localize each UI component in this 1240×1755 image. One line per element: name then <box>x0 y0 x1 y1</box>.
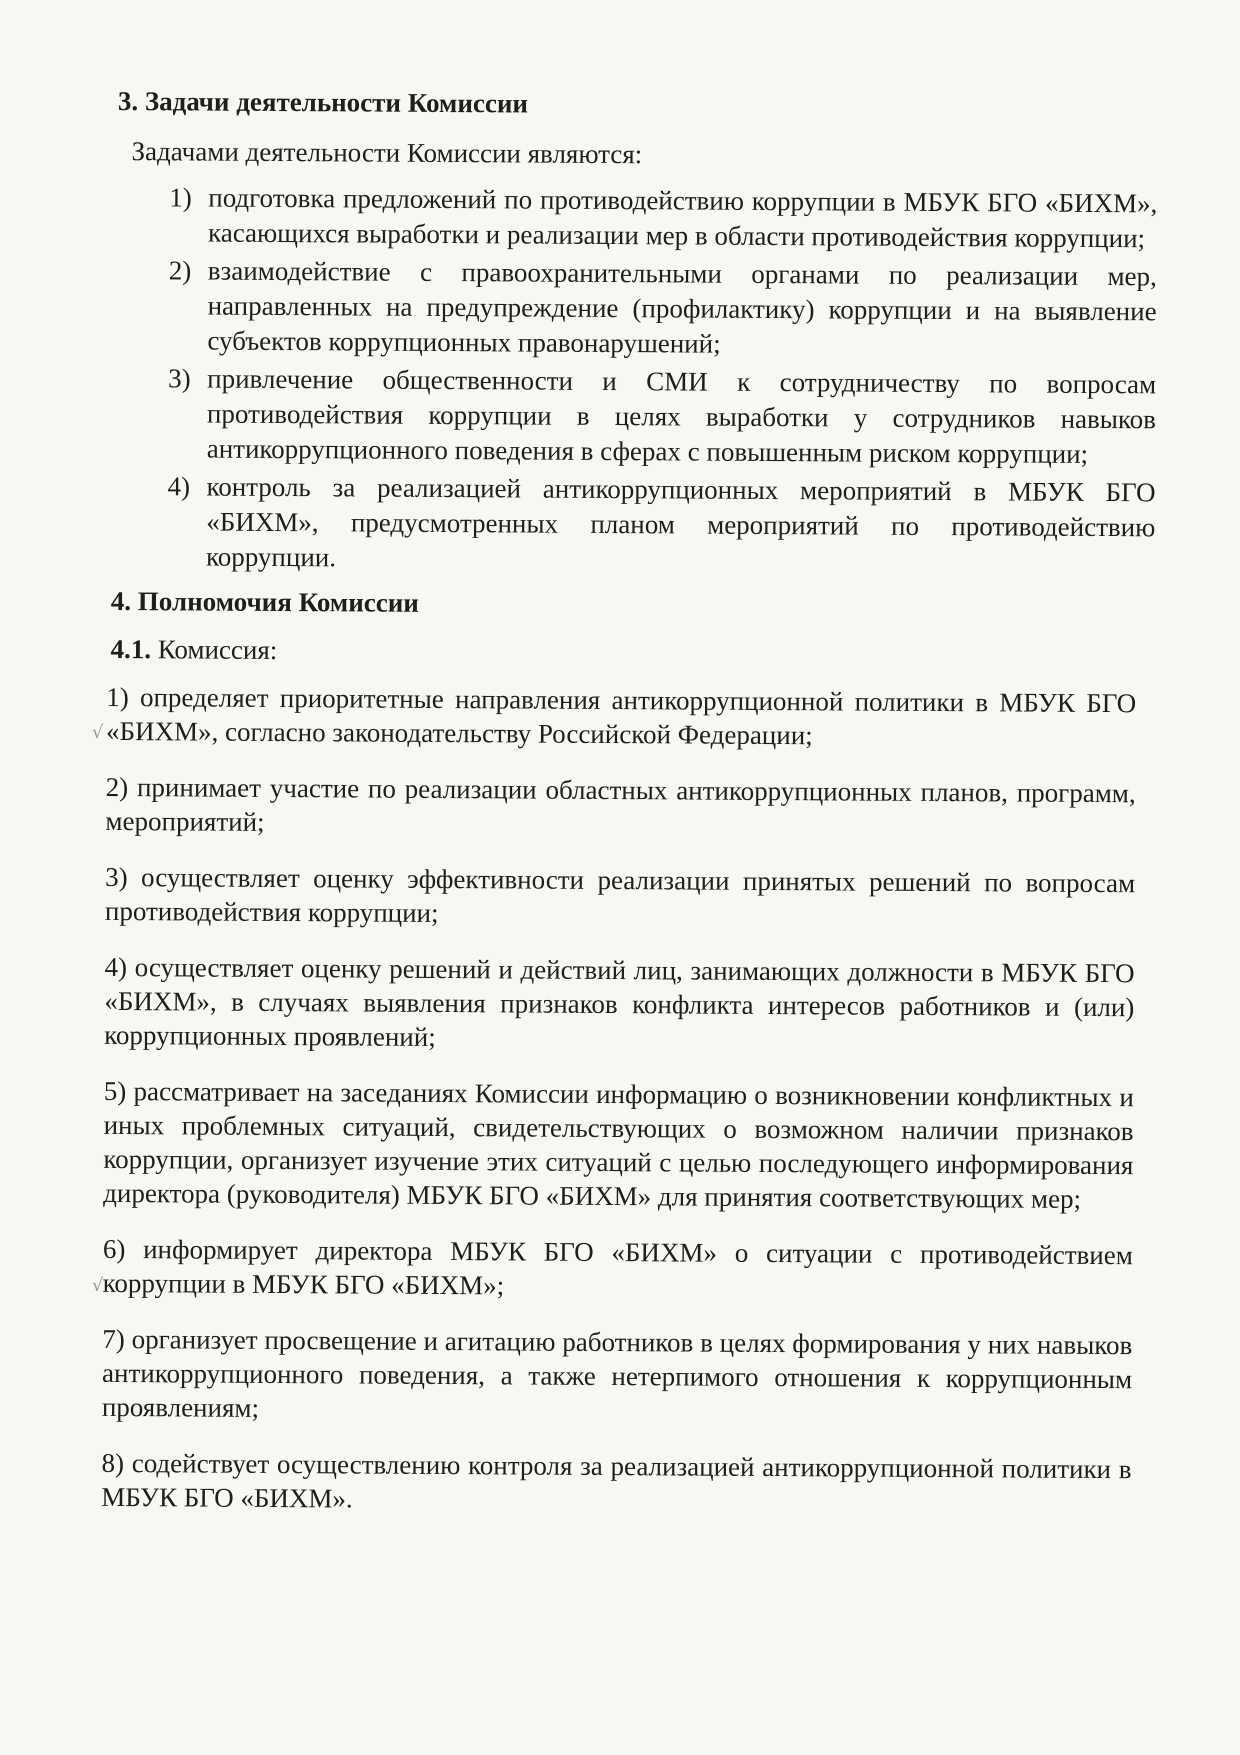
section-4-title: 4. Полномочия Комиссии <box>110 585 419 618</box>
section-3-title: 3. Задачи деятельности Комиссии <box>117 85 529 119</box>
power-item: 7) организует просвещение и агитацию работников в целях формирования у них навыков антикоррупционного поведения, а также нетерпимого отношения к коррупционным проявлениям; <box>101 1323 1133 1423</box>
subsection-label: Комиссия: <box>150 634 278 665</box>
list-item-number: 2) <box>168 255 192 286</box>
list-item <box>115 469 1156 580</box>
power-item: 4) осуществляет оценку решений и действий лиц, занимающих должности в МБУК БГО «БИХМ», в случаях выявления признаков конфликта интересов работников и (или) коррупционных проявлений; <box>104 951 1135 1052</box>
list-item <box>116 361 1157 472</box>
list-item <box>117 180 1157 256</box>
tasks-list <box>115 180 1157 580</box>
power-item: 3) осуществляет оценку эффективности реализации принятых решений по вопросам противодействия коррупции; <box>104 861 1136 928</box>
list-item-text: взаимодействие с правоохранительными органами по реализации мер, направленных на предупреждение (профилактику) коррупции и на выявление субъектов коррупционных правонарушений; <box>207 255 1157 359</box>
list-item-text: подготовка предложений по противодействию коррупции в МБУК БГО «БИХМ», касающихся выработки и реализации мер в области противодействия коррупции; <box>207 182 1158 254</box>
list-item-number: 4) <box>167 471 191 502</box>
power-item: 5) рассматривает на заседаниях Комиссии информацию о возникновении конфликтных и иных проблемных ситуаций, свидетельствующих о возможном наличии признаков коррупции, организует изучение этих ситуаций с целью последующего информирования директора (руководителя) МБУК БГО «БИХМ» для принятия соответствующих мер; <box>103 1075 1134 1214</box>
power-item: 2) принимает участие по реализации областных антикоррупционных планов, программ, мероприятий; <box>105 771 1136 837</box>
power-item: 6) информирует директора МБУК БГО «БИХМ» о ситуации с противодействием коррупции в МБУК БГО «БИХМ»; <box>102 1233 1133 1301</box>
power-item: 1) определяет приоритетные направления антикоррупционной политики в МБУК БГО «БИХМ», согласно законодательству Российской Федерации; <box>105 681 1137 751</box>
margin-check-mark: √ <box>92 722 104 743</box>
list-item-text: привлечение общественности и СМИ к сотрудничеству по вопросам противодействия коррупции в целях выработки у сотрудников навыков антикоррупционного поведения в сферах с повышенным риском коррупции; <box>206 363 1157 469</box>
document-content <box>101 82 1158 1542</box>
list-item <box>116 253 1157 364</box>
list-item-number: 3) <box>168 363 191 394</box>
list-item-text: контроль за реализацией антикоррупционных мероприятий в МБУК БГО «БИХМ», предусмотренных планом мероприятий по противодействию коррупции. <box>206 471 1156 573</box>
list-item-number: 1) <box>169 182 192 213</box>
margin-check-mark: √ <box>92 1275 104 1296</box>
subsection-4-1 <box>110 630 1154 674</box>
section-3-intro: Задачами деятельности Комиссии являются: <box>131 136 643 170</box>
power-item: 8) содействует осуществлению контроля за реализацией антикоррупционной политики в МБУК БГО «БИХМ». <box>101 1447 1132 1514</box>
subsection-number: 4.1. <box>110 633 152 665</box>
